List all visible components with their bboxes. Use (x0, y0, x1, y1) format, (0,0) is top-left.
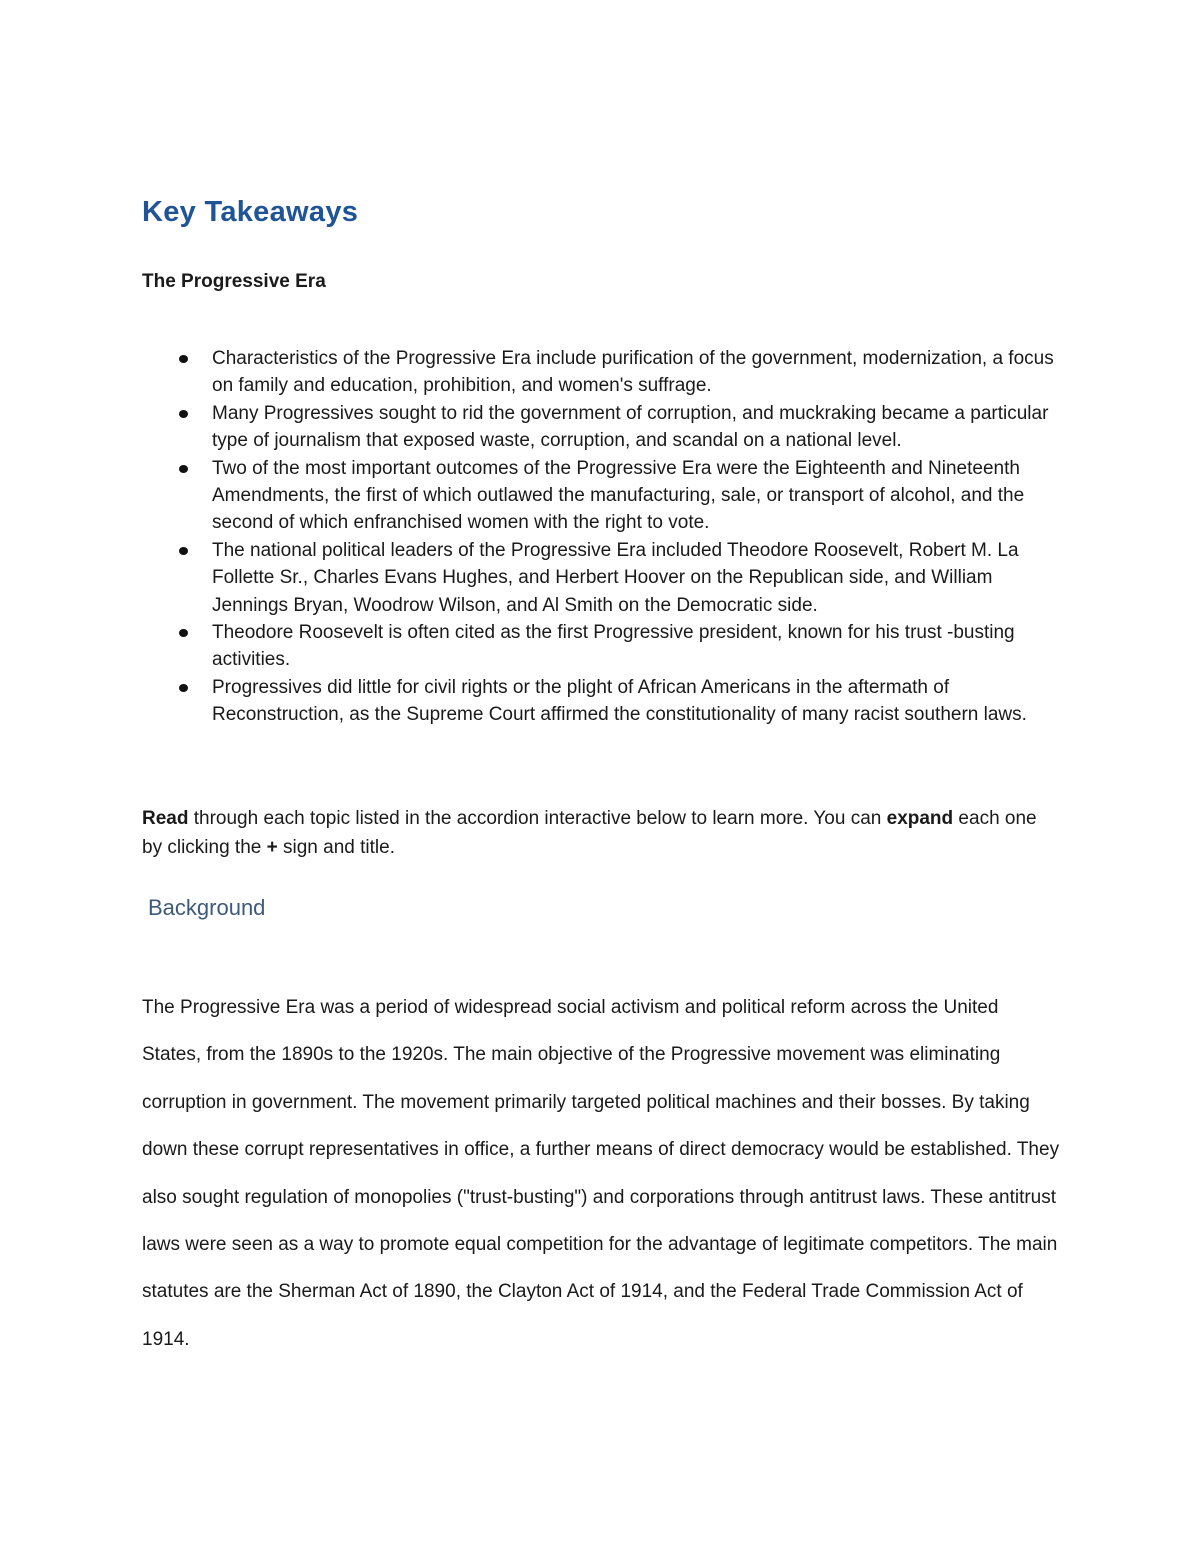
accordion-header-background[interactable]: Background (148, 895, 266, 920)
list-item (142, 619, 1062, 674)
bullet-icon (179, 410, 188, 418)
list-item-text: Theodore Roosevelt is often cited as the first Progressive president, known for his trust -busting activities. (212, 622, 1015, 671)
instruction-text-1: through each topic listed in the accordion interactive below to learn more. You can (188, 808, 887, 829)
instruction-text-2: each one by clicking the (142, 808, 1037, 858)
list-item (142, 537, 1062, 619)
list-item-text: Characteristics of the Progressive Era include purification of the government, modernization, a focus on family and education, prohibition, and women's suffrage. (212, 348, 1054, 397)
list-item-text: Two of the most important outcomes of the Progressive Era were the Eighteenth and Nineteenth Amendments, the first of which outlawed the manufacturing, sale, or transport of alcohol, and the second of which enfranchised women with the right to vote. (212, 457, 1025, 534)
bullet-icon (179, 355, 188, 363)
page-title: Key Takeaways (142, 196, 359, 228)
list-item-text: Many Progressives sought to rid the government of corruption, and muckraking became a particular type of journalism that exposed waste, corruption, and scandal on a national level. (212, 402, 1049, 452)
section-subtitle: The Progressive Era (142, 271, 326, 292)
list-item (142, 345, 1062, 400)
list-item (142, 455, 1062, 537)
bullet-icon (179, 547, 188, 555)
plus-sign: + (266, 836, 278, 858)
accordion-body-text: The Progressive Era was a period of widespread social activism and political reform across the United States, from the 1890s to the 1920s. The main objective of the Progressive movement was eliminating corruption in government. The movement primarily targeted political machines and their bosses. By taking down these corrupt representatives in office, a further means of direct democracy would be established. They also sought regulation of monopolies ("trust-busting") and corporations through antitrust laws. These antitrust laws were seen as a way to promote equal competition for the advantage of legitimate competitors. The main statutes are the Sherman Act of 1890, the Clayton Act of 1914, and the Federal Trade Commission Act of 1914. (142, 997, 1060, 1350)
read-emphasis: Read (142, 808, 189, 829)
list-item-text: Progressives did little for civil rights or the plight of African Americans in the aftermath of Reconstruction, as the Supreme Court affirmed the constitutionality of many racist southern laws. (212, 676, 1027, 726)
list-item (142, 674, 1062, 729)
list-item-text: The national political leaders of the Progressive Era included Theodore Roosevelt, Robert M. La Follette Sr., Charles Evans Hughes, and Herbert Hoover on the Republican side, and William Jennings Bryan, Woodrow Wilson, and Al Smith on the Democratic side. (212, 539, 1019, 616)
bullet-icon (179, 629, 188, 637)
expand-emphasis: expand (886, 808, 954, 829)
list-item (142, 400, 1062, 455)
instruction-text-3: sign and title. (277, 836, 395, 858)
instruction-paragraph (142, 805, 1042, 862)
takeaways-list (142, 345, 1062, 729)
bullet-icon (179, 684, 188, 692)
bullet-icon (179, 465, 188, 473)
